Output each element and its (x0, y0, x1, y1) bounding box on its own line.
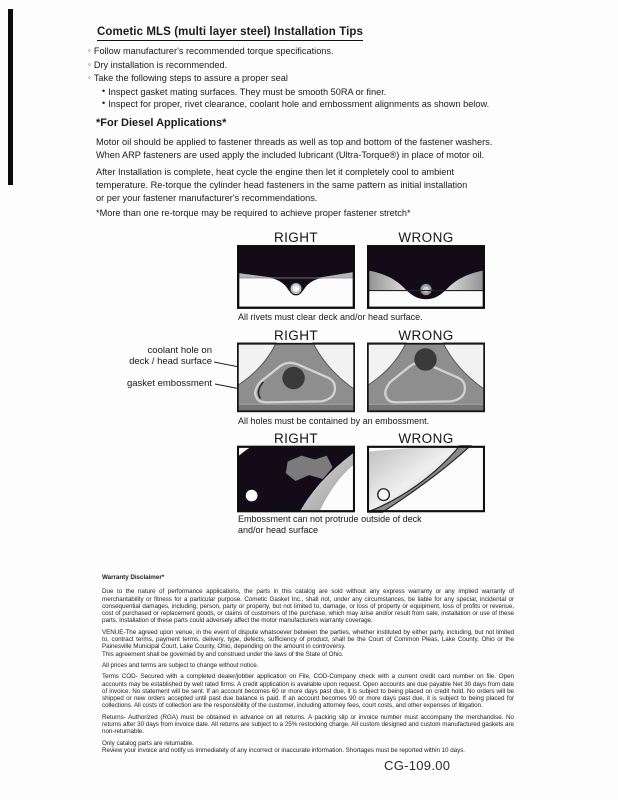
circle-bullet-icon: ◦ (88, 59, 91, 69)
diesel-paragraph-2 (96, 166, 467, 205)
tip-text: Inspect for proper, rivet clearance, coolant hole and embossment alignments as shown below. (108, 99, 490, 110)
wrong-label-row3: WRONG (398, 431, 454, 446)
protrude-wrong-illustration (367, 445, 485, 513)
text-line: temperature. Re-torque the cylinder head fasteners in the same pattern as initial installation (96, 180, 468, 190)
diagram-rivet-wrong (367, 244, 485, 310)
wrong-label-row1: WRONG (398, 230, 454, 245)
diesel-section-heading: *For Diesel Applications* (96, 117, 227, 129)
legal-paragraph: Terms COD- Secured with a completed dealer/jobber application on File, COD-Company check with a current credit card number on file. Open accounts may be established by well rated firms. A credit application is available upon request. Open accounts are due payable Net 30 days from date of invoice. No statement will be sent. If an account becomes 60 or more days past due, it is subject to being placed on credit hold. No orders will be shipped or new orders accepted until past due balance is paid. If an account becomes 90 or more days past due, it is subject to being placed for collections. All costs of collection are the responsibility of the customer, including attorney fees, court costs, and other expenses of litigation. (102, 673, 514, 710)
label-line: coolant hole on (147, 345, 212, 356)
tip-text: Take the following steps to assure a proper seal (93, 73, 288, 84)
legal-paragraph: VENUE-The agreed upon venue, in the event of dispute whatsoever between the parties, whether instituted by either party, including, but not limited to, contract terms, payment terms, delivery, type, defects, sufficiency of product, shall be the Court of Common Pleas, Lake County, Ohio or the Painesville Municipal Court, Lake County, Ohio, depending on the amount in controversy. (102, 628, 514, 651)
hole-right-illustration (237, 342, 355, 413)
text-line: When ARP fasteners are used apply the included lubricant (Ultra-Torque®) in place of motor oil. (96, 150, 485, 160)
page-title: Cometic MLS (multi layer steel) Installation Tips (97, 26, 363, 41)
protrude-right-illustration (237, 445, 355, 513)
legal-paragraph: Due to the nature of performance applications, the parts in this catalog are sold without any express warranty or any implied warranty of merchantability or fitness for a particular purpose. Cometic Gasket Inc., shall not, under any circumstances, be liable for any special, incidental or consequential damages, including, person, party or property, but not limited to, damage, or loss of property or equipment, loss of profits or revenue, cost of purchased or replacement goods, or claims of customers of the purchase, which may arise and/or result from sale, installation or use of these parts. Installation of these parts could adversely affect the motor manufacturers warranty coverage. (102, 588, 514, 625)
legal-paragraph: All prices and terms are subject to change without notice. (102, 661, 259, 669)
text-line: After Installation is complete, heat cycle the engine then let it completely cool to ambient (96, 167, 454, 177)
diagram-rivet-right (237, 244, 355, 310)
diagram-hole-right (237, 342, 355, 413)
diesel-paragraph-1 (96, 136, 492, 162)
right-label-row3: RIGHT (274, 431, 318, 446)
diagram-hole-wrong (367, 342, 485, 413)
dot-bullet-icon: • (102, 85, 106, 96)
right-label-row2: RIGHT (274, 328, 318, 343)
text-line: Motor oil should be applied to fastener threads as well as top and bottom of the fastener washers. (96, 137, 493, 147)
list-item (88, 72, 489, 86)
legal-paragraph: This agreement shall be governed by and construed under the laws of the State of Ohio. (102, 650, 344, 658)
row1-caption: All rivets must clear deck and/or head surface. (238, 312, 423, 322)
gasket-embossment-label: gasket embossment (126, 378, 212, 389)
list-item (102, 98, 489, 111)
hole-wrong-illustration (367, 342, 485, 413)
wrong-label-row2: WRONG (398, 328, 454, 343)
retorque-note: *More than one re-torque may be required to achieve proper fastener stretch* (96, 208, 411, 218)
binding-mark (8, 9, 13, 185)
circle-bullet-icon: ◦ (88, 46, 91, 55)
tip-text: Dry installation is recommended. (93, 59, 228, 70)
row2-caption: All holes must be contained by an embossment. (238, 416, 430, 426)
circle-bullet-icon: ◦ (88, 73, 91, 83)
text-line: or per your fastener manufacturer's recommendations. (96, 193, 318, 203)
tips-list (88, 45, 489, 111)
caption-line: and/or head surface (238, 525, 319, 535)
list-item (88, 59, 489, 73)
warranty-disclaimer-heading: Warranty Disclaimer* (102, 574, 165, 581)
dot-bullet-icon: • (102, 98, 106, 109)
page-code: CG-109.00 (384, 758, 451, 773)
label-line: deck / head surface (129, 356, 212, 367)
legal-paragraph: Review your invoice and notify us immediately of any incorrect or inaccurate information. Shortages must be reported within 10 days. (102, 746, 465, 754)
right-label-row1: RIGHT (274, 230, 318, 245)
legal-paragraph: Returns- Authorized (RGA) must be obtained in advance on all returns. A packing slip or invoice number must accompany the merchandise. No returns after 30 days from invoice date. All returns are subject to a 25% restocking charge. All custom designed and custom manufactured gaskets are non-returnable. (102, 713, 514, 736)
list-item (102, 86, 489, 99)
caption-line: Embossment can not protrude outside of deck (238, 514, 422, 524)
tip-text: Follow manufacturer's recommended torque specifications. (93, 46, 334, 56)
tip-text: Inspect gasket mating surfaces. They must be smooth 50RA or finer. (108, 86, 387, 97)
rivet-wrong-illustration (367, 244, 485, 310)
legal-paragraph: Only catalog parts are returnable. (102, 739, 194, 747)
row3-caption (238, 514, 422, 536)
diagram-protrude-right (237, 445, 355, 513)
warranty-disclaimer-section (102, 574, 514, 754)
list-item (88, 45, 489, 59)
rivet-right-illustration (237, 244, 355, 310)
diagram-protrude-wrong (367, 445, 485, 513)
